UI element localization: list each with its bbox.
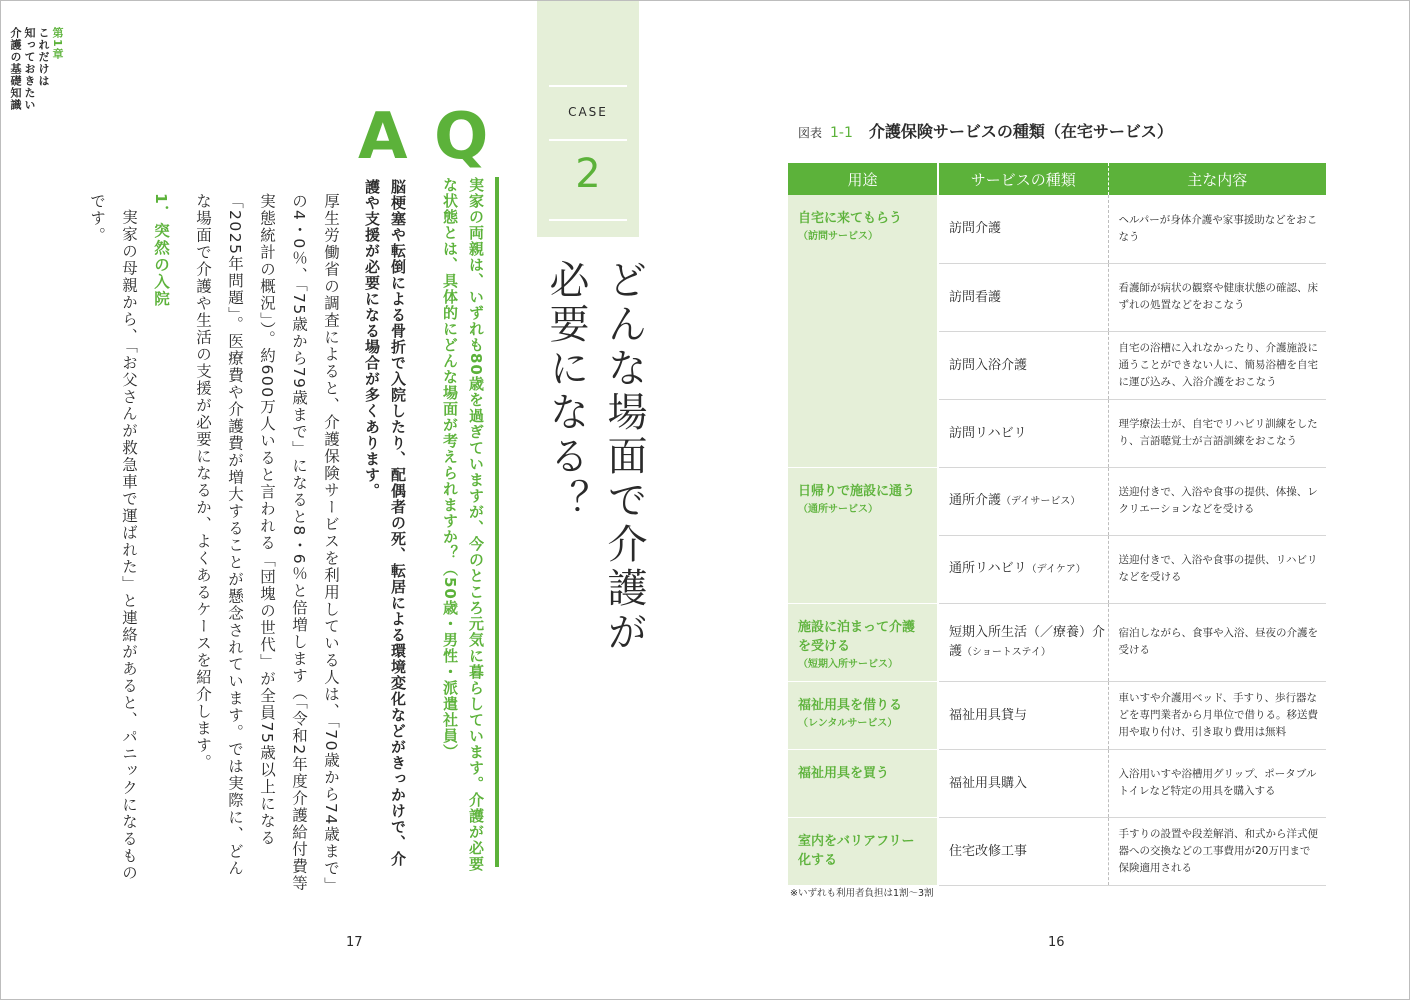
case-number: 2 xyxy=(575,151,601,197)
use-main: 自宅に来てもらう xyxy=(798,211,903,226)
question-bar xyxy=(495,177,499,867)
kind-note: （ショートステイ） xyxy=(962,646,1051,658)
answer-letter: A xyxy=(358,100,408,174)
cell-kind xyxy=(938,535,1108,603)
kind-name: 福祉用具購入 xyxy=(949,775,1028,791)
cell-use xyxy=(788,749,938,817)
cell-use xyxy=(788,681,938,749)
section-heading xyxy=(145,193,177,893)
kind-name: 通所リハビリ xyxy=(949,561,1027,576)
chapter-tab xyxy=(8,27,64,111)
body-text xyxy=(81,193,347,893)
page-number-left: 17 xyxy=(346,935,363,950)
cell-kind xyxy=(938,467,1108,535)
header-kind: サービスの種類 xyxy=(938,163,1108,195)
table-row xyxy=(788,603,1326,681)
question-block xyxy=(437,177,499,897)
kind-name: 短期入所生活（／療養）介護 xyxy=(949,624,1106,659)
kind-name: 福祉用具貸与 xyxy=(949,707,1028,723)
cell-desc: ヘルパーが身体介護や家事援助などをおこなう xyxy=(1108,195,1326,263)
chapter-label-post: 章 xyxy=(51,47,64,60)
cell-desc: 送迎付きで、入浴や食事の提供、体操、レクリエーションなどを受ける xyxy=(1108,467,1326,535)
use-main: 日帰りで施設に通う xyxy=(798,483,916,499)
chapter-number: 1 xyxy=(51,39,64,48)
table-body xyxy=(788,195,1326,885)
kind-name: 訪問看護 xyxy=(949,289,1002,305)
chapter-label-pre: 第 xyxy=(51,27,64,39)
table-row xyxy=(788,467,1326,535)
case-rule-bottom xyxy=(549,219,627,221)
kind-note: （デイサービス） xyxy=(1001,496,1081,507)
cell-kind xyxy=(938,195,1108,263)
case-title: どんな場面で介護が必要になる？ xyxy=(543,259,647,655)
cell-kind xyxy=(938,263,1108,331)
use-sub: （通所サービス） xyxy=(798,503,878,515)
cell-kind xyxy=(938,749,1108,817)
kind-note: （デイケア） xyxy=(1026,564,1086,575)
kind-name: 住宅改修工事 xyxy=(949,843,1028,859)
use-sub: （短期入所サービス） xyxy=(798,658,898,670)
body-paragraph-1: 厚生労働省の調査によると、介護保険サービスを利用している人は、「70歳から74歳まで」の4・0％、「75歳から79歳まで」になると8・6％と倍増します（「令和2年度介護給付費等実態統計の概況」）。約600万人いると言われる「団塊の世代」が全員75歳以上になる「2025年問題」。医療費や介護費が増大することが懸念されています。では実際に、どんな場面で介護や生活の支援が必要になるか、よくあるケースを紹介します。 xyxy=(194,193,340,892)
use-sub: （レンタルサービス） xyxy=(798,717,898,729)
cell-desc: 車いすや介護用ベッド、手すり、歩行器などを専門業者から月単位で借りる。移送費用や取り付け、引き取り費用は無料 xyxy=(1108,681,1326,749)
cell-kind xyxy=(938,331,1108,399)
cell-use xyxy=(788,195,938,467)
table-header-row xyxy=(788,163,1326,195)
chapter-line-1: これだけは xyxy=(37,27,50,87)
figure-title: 介護保険サービスの種類（在宅サービス） xyxy=(868,122,1173,141)
cell-desc: 看護師が病状の観察や健康状態の確認、床ずれの処置などをおこなう xyxy=(1108,263,1326,331)
cell-desc: 手すりの設置や段差解消、和式から洋式便器への交換などの工事費用が20万円まで保険適用される xyxy=(1108,817,1326,885)
figure-number: 1-1 xyxy=(830,125,853,141)
cell-desc: 宿泊しながら、食事や入浴、昼夜の介護を受ける xyxy=(1108,603,1326,681)
cell-kind xyxy=(938,681,1108,749)
kind-name: 訪問入浴介護 xyxy=(949,357,1028,373)
cell-kind xyxy=(938,399,1108,467)
section-heading-text: 1．突然の入院 xyxy=(152,193,170,308)
case-label: CASE xyxy=(568,105,608,119)
body-paragraph-2: 実家の母親から、「お父さんが救急車で運ばれた」と連絡があると、パニックになるものです。 xyxy=(88,193,138,881)
cell-desc: 入浴用いすや浴槽用グリップ、ポータブルトイレなど特定の用具を購入する xyxy=(1108,749,1326,817)
question-text: 実家の両親は、いずれも80歳を過ぎていますが、今のところ元気に暮らしています。介護が必要な状態とは、具体的にどんな場面が考えられますか？（50歳・男性・派遣社員） xyxy=(441,177,485,872)
answer-text: 脳梗塞や転倒による骨折で入院したり、配偶者の死、転居による環境変化などがきっかけで、介護や支援が必要になる場合が多くあります。 xyxy=(363,179,407,867)
cell-kind xyxy=(938,817,1108,885)
page-number-right: 16 xyxy=(1048,935,1065,950)
case-banner xyxy=(537,1,639,237)
table-row xyxy=(788,195,1326,263)
use-main: 福祉用具を買う xyxy=(798,765,890,781)
chapter-line-3: 介護の基礎知識 xyxy=(9,27,22,111)
table-row xyxy=(788,817,1326,885)
cell-use xyxy=(788,603,938,681)
cell-desc: 自宅の浴槽に入れなかったり、介護施設に通うことができない人に、簡易浴槽を自宅に運び込み、入浴介護をおこなう xyxy=(1108,331,1326,399)
case-rule-top xyxy=(549,85,627,87)
kind-name: 訪問リハビリ xyxy=(949,425,1027,441)
use-sub: （訪問サービス） xyxy=(798,231,878,242)
figure-heading xyxy=(798,119,1173,142)
question-letter: Q xyxy=(434,100,489,174)
kind-name: 訪問介護 xyxy=(949,221,1002,237)
cell-use xyxy=(788,817,938,885)
chapter-line-2: 知っておきたい xyxy=(23,27,36,111)
table-row xyxy=(788,681,1326,749)
cell-use xyxy=(788,467,938,603)
use-main: 福祉用具を借りる xyxy=(798,697,903,713)
header-use: 用途 xyxy=(788,163,938,195)
cell-kind xyxy=(938,603,1108,681)
figure-note: ※いずれも利用者負担は1割〜3割 xyxy=(790,888,934,899)
header-desc: 主な内容 xyxy=(1108,163,1326,195)
cell-desc: 送迎付きで、入浴や食事の提供、リハビリなどを受ける xyxy=(1108,535,1326,603)
figure-tag: 図表 xyxy=(798,126,823,140)
use-main: 施設に泊まって介護を受ける xyxy=(798,619,916,654)
service-table xyxy=(788,163,1326,886)
case-rule-mid xyxy=(549,139,627,141)
table-row xyxy=(788,749,1326,817)
use-main: 室内をバリアフリー化する xyxy=(798,833,915,868)
cell-desc: 理学療法士が、自宅でリハビリ訓練をしたり、言語聴覚士が言語訓練をおこなう xyxy=(1108,399,1326,467)
kind-name: 通所介護 xyxy=(949,493,1002,508)
